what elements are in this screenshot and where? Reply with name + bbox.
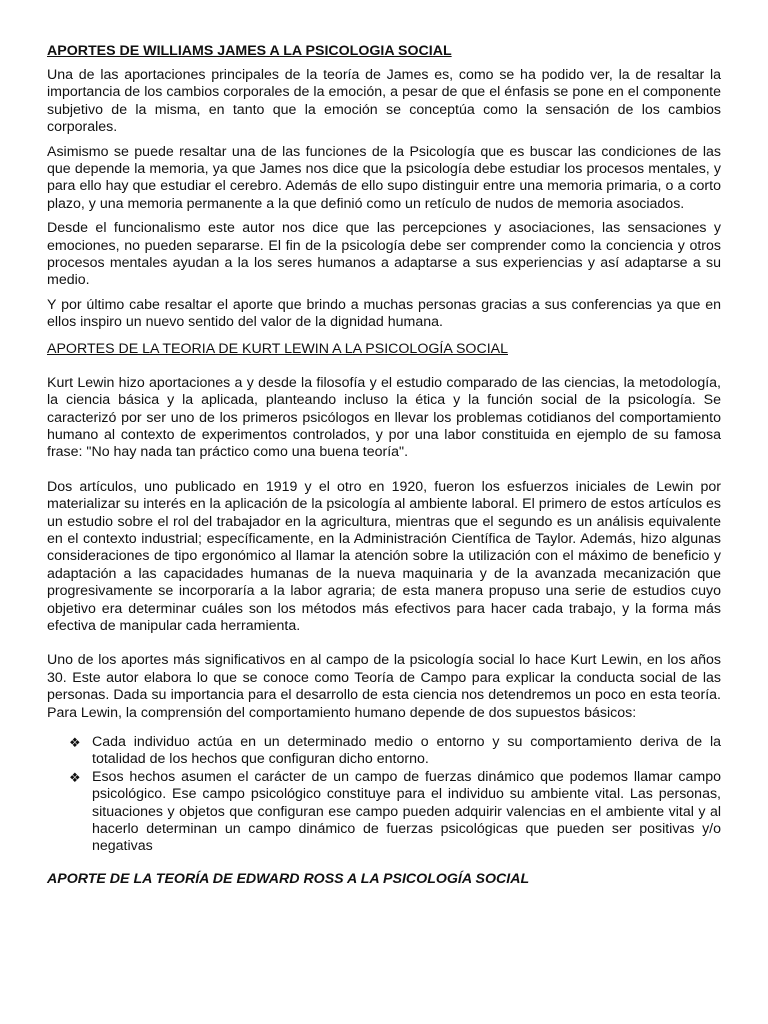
heading-james: APORTES DE WILLIAMS JAMES A LA PSICOLOGIA SOCIAL [47, 43, 452, 59]
lewin-paragraph-3: Uno de los aportes más significativos en al campo de la psicología social lo hace Kurt Lewin, en los años 30. Este autor elabora lo que se conoce como Teoría de Campo para explicar la conducta social de las personas. Dada su importancia para el desarrollo de esta ciencia nos detendremos un poco en esta teoría. Para Lewin, la comprensión del comportamiento humano depende de dos supuestos básicos: [47, 652, 721, 721]
diamond-bullet-icon: ❖ [69, 769, 81, 785]
list-item [69, 734, 721, 769]
bullet-text: Esos hechos asumen el carácter de un campo de fuerzas dinámico que podemos llamar campo psicológico. Ese campo psicológico constituye para el individuo su ambiente vital. Las personas, situaciones y objetos que configuran ese campo pueden adquirir valencias en el ambiente vital y al hacerlo determinan un campo dinámico de fuerzas psicológicas que pueden ser positivas y/o negativas [92, 768, 721, 855]
bullet-text: Cada individuo actúa en un determinado medio o entorno y su comportamiento deriva de la totalidad de los hechos que configuran dicho entorno. [92, 734, 721, 768]
list-item [69, 768, 721, 856]
heading-lewin: APORTES DE LA TEORIA DE KURT LEWIN A LA PSICOLOGÍA SOCIAL [47, 340, 508, 357]
diamond-bullet-icon: ❖ [69, 735, 81, 750]
lewin-bullet-list [47, 734, 721, 856]
james-paragraph-1: Una de las aportaciones principales de la teoría de James es, como se ha podido ver, la de resaltar la importancia de los cambios corporales de la emoción, a pesar de que el énfasis se pone en el componente subjetivo de la misma, en tanto que la emoción se conceptúa como la sensación de los cambios corporales. [47, 67, 721, 136]
james-paragraph-3: Desde el funcionalismo este autor nos dice que las percepciones y asociaciones, las sensaciones y emociones, no pueden separarse. El fin de la psicología debe ser comprender como la conciencia y otros procesos mentales ayudan a la los seres humanos a adaptarse a sus experiencias y así adaptarse a su medio. [47, 220, 721, 289]
james-paragraph-4: Y por último cabe resaltar el aporte que brindo a muchas personas gracias a sus conferencias ya que en ellos inspiro un nuevo sentido del valor de la dignidad humana. [47, 296, 721, 331]
document-page [47, 42, 721, 888]
lewin-paragraph-2: Dos artículos, uno publicado en 1919 y el otro en 1920, fueron los esfuerzos iniciales de Lewin por materializar su interés en la aplicación de la psicología al ambiente laboral. El primero de estos artículos es un estudio sobre el rol del trabajador en la agricultura, mientras que el segundo es un análisis equivalente en el contexto industrial; específicamente, en la Administración Científica de Taylor. Además, hizo algunas consideraciones de tipo ergonómico al llamar la atención sobre la utilización con el máximo de beneficio y adaptación a las capacidades humanas de la nueva maquinaria y de la avanzada mecanización que progresivamente se incorporaría a la labor agraria; de esta manera propuso una serie de estudios cuyo objetivo era determinar cuáles son los métodos más efectivos para hacer cada trabajo, y la forma más efectiva de manipular cada herramienta. [47, 478, 721, 634]
lewin-paragraph-1: Kurt Lewin hizo aportaciones a y desde la filosofía y el estudio comparado de las ciencias, la metodología, la ciencia básica y la aplicada, planteando incluso la ética y la función social de la psicología. Se caracterizó por ser uno de los primeros psicólogos en llevar los problemas cotidianos del comportamiento humano al contexto de experimentos controlados, y por una labor constituida en ejemplo de su famosa frase: "No hay nada tan práctico como una buena teoría". [47, 374, 721, 461]
heading-ross: APORTE DE LA TEORÍA DE EDWARD ROSS A LA PSICOLOGÍA SOCIAL [47, 870, 530, 887]
james-paragraph-2: Asimismo se puede resaltar una de las funciones de la Psicología que es buscar las condiciones de las que depende la memoria, ya que James nos dice que la psicología debe estudiar los procesos mentales, y para ello hay que estudiar el cerebro. Además de ello supo distinguir entre una memoria primaria, o a corto plazo, y una memoria permanente a la que definió como un retículo de nudos de memoria asociados. [47, 143, 721, 212]
